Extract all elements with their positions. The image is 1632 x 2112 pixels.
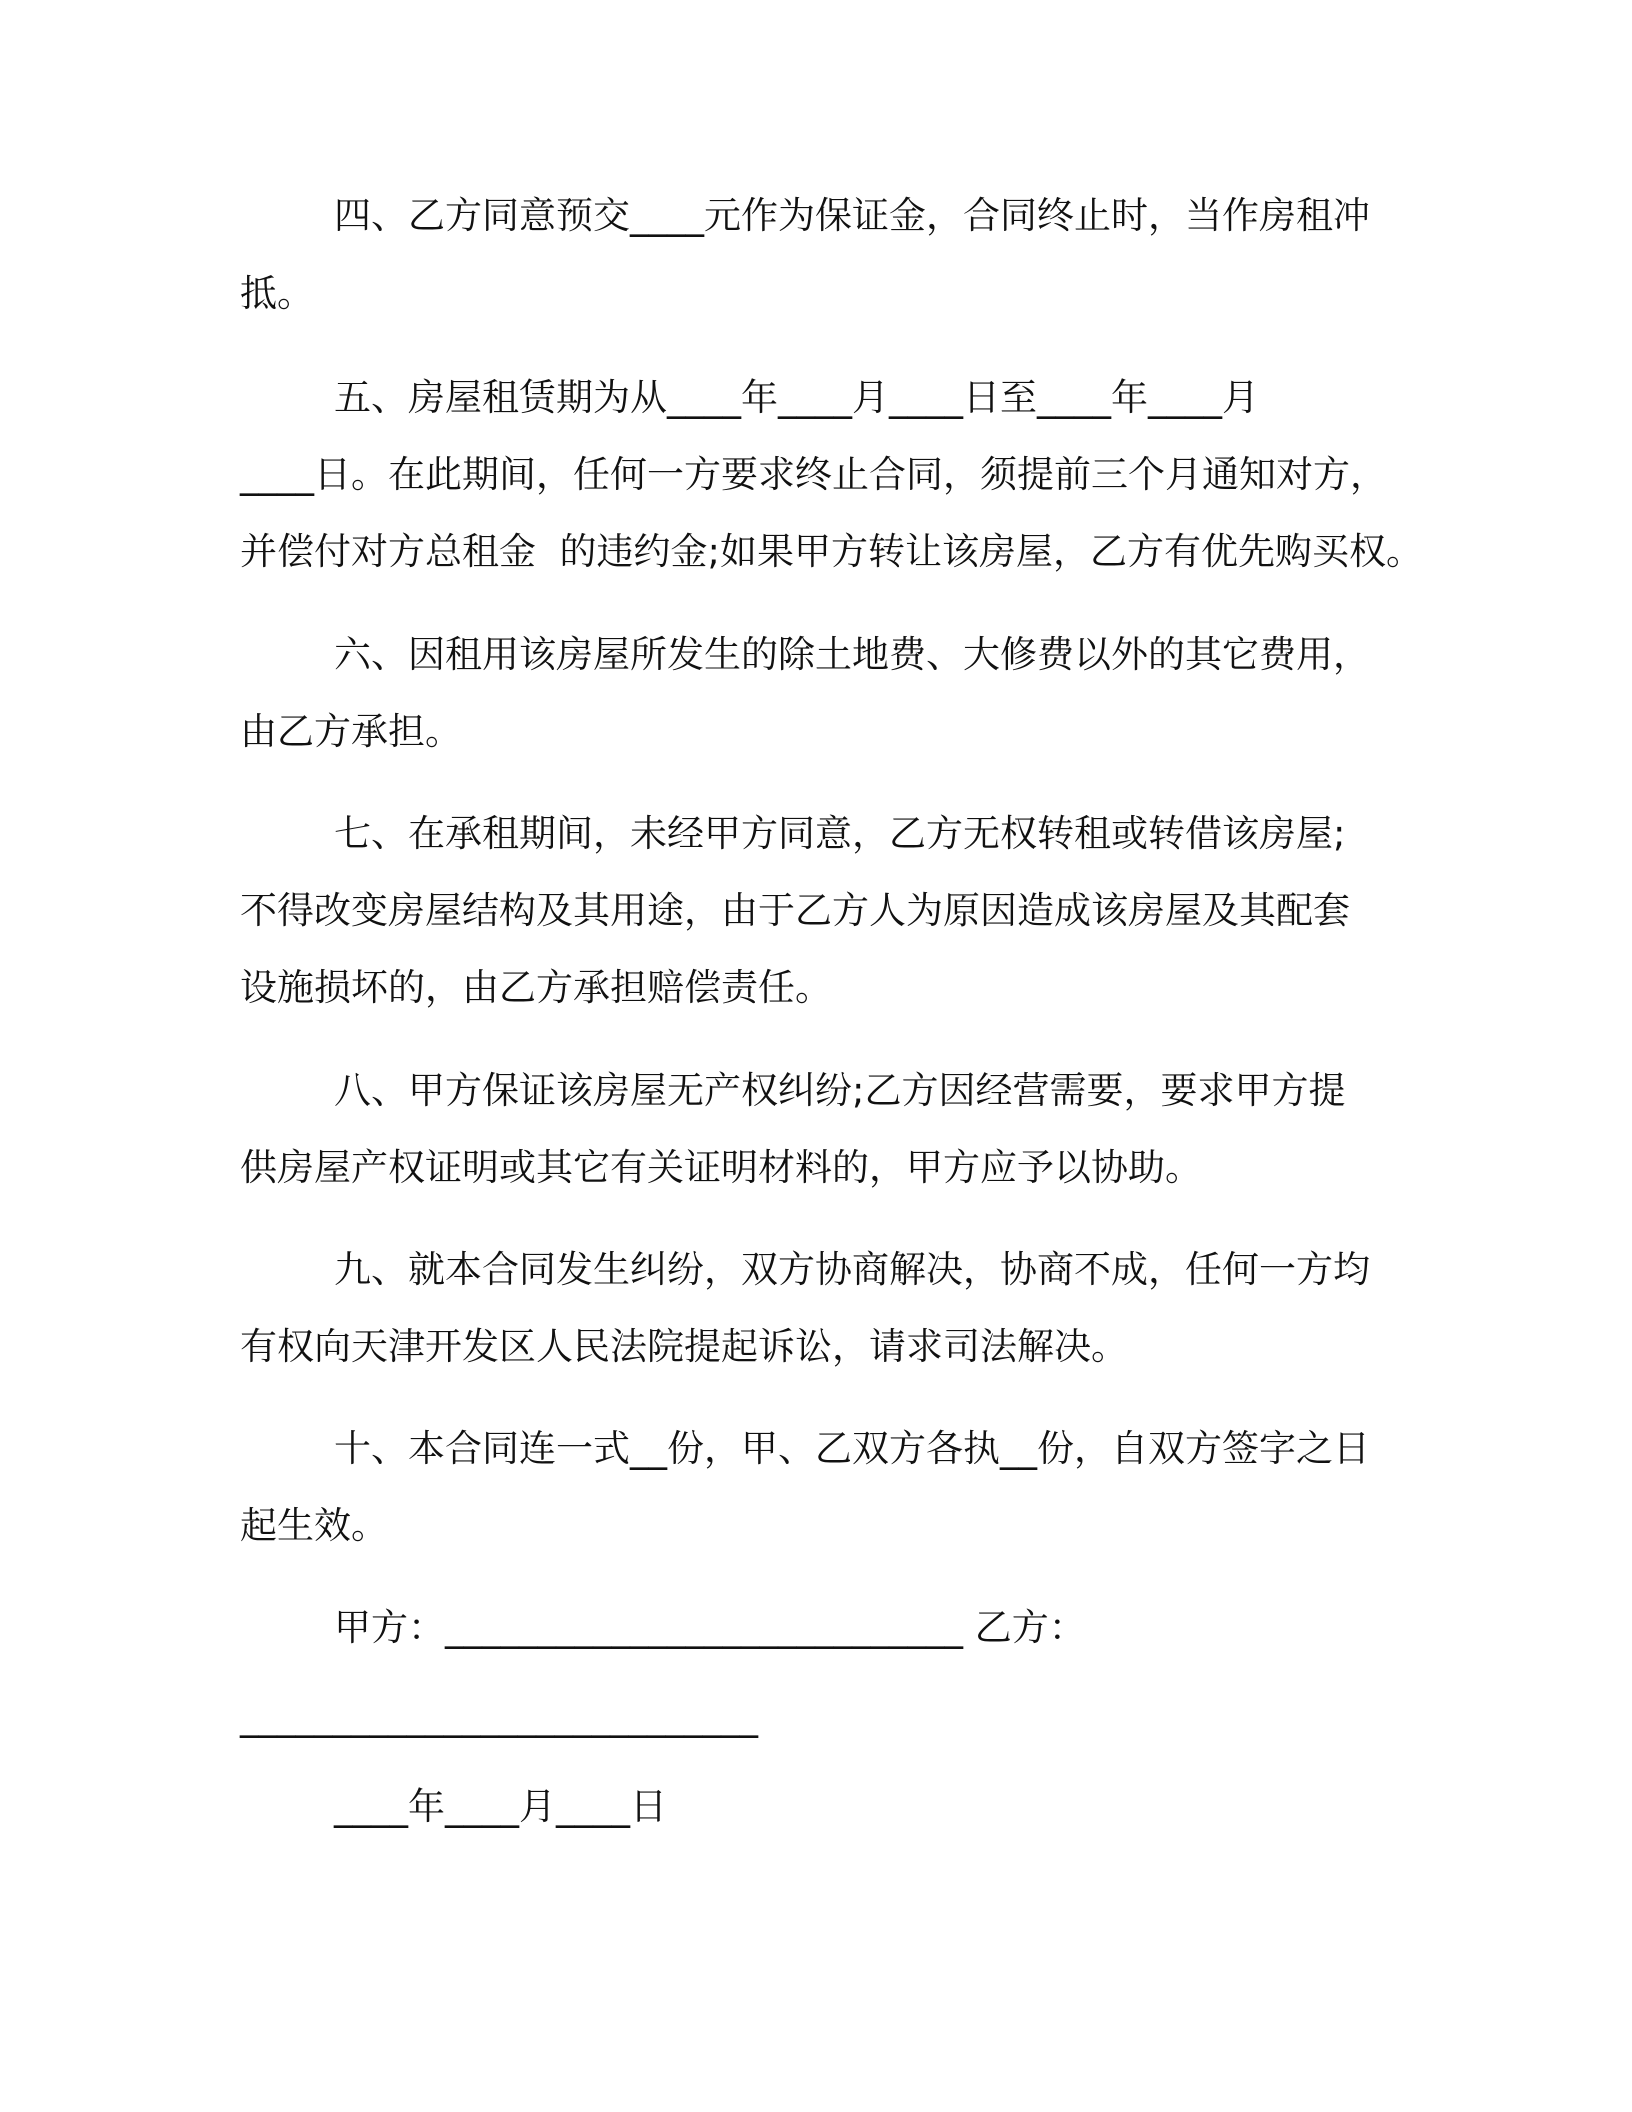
clause-line: ____日。在此期间，任何一方要求终止合同，须提前三个月通知对方， — [240, 453, 1387, 496]
clause-line: 并偿付对方总租金 的违约金;如果甲方转让该房屋，乙方有优先购买权。 — [240, 530, 1423, 573]
clause-line: 有权向天津开发区人民法院提起诉讼，请求司法解决。 — [240, 1325, 1128, 1368]
clause-line: 十、本合同连一式__份，甲、乙双方各执__份，自双方签字之日 — [334, 1427, 1370, 1470]
clause-line: 由乙方承担。 — [240, 710, 462, 753]
clause-line: 供房屋产权证明或其它有关证明材料的，甲方应予以协助。 — [240, 1146, 1202, 1189]
signature-date: ____年____月____日 — [334, 1785, 667, 1828]
clause-line: 九、就本合同发生纠纷，双方协商解决，协商不成，任何一方均 — [334, 1248, 1370, 1291]
party-b-signature-line: ____________________________ — [240, 1695, 758, 1738]
clause-line: 四、乙方同意预交____元作为保证金，合同终止时，当作房租冲 — [334, 194, 1370, 237]
clause-line: 七、在承租期间，未经甲方同意，乙方无权转租或转借该房屋; — [334, 812, 1346, 855]
party-signature-line: 甲方：____________________________ 乙方： — [334, 1606, 1086, 1649]
clause-line: 起生效。 — [240, 1504, 388, 1547]
clause-line: 八、甲方保证该房屋无产权纠纷;乙方因经营需要，要求甲方提 — [334, 1069, 1346, 1112]
clause-line: 设施损坏的，由乙方承担赔偿责任。 — [240, 966, 832, 1009]
clause-line: 六、因租用该房屋所发生的除土地费、大修费以外的其它费用， — [334, 633, 1370, 676]
clause-line: 不得改变房屋结构及其用途，由于乙方人为原因造成该房屋及其配套 — [240, 889, 1350, 932]
clause-line: 抵。 — [240, 272, 314, 315]
clause-line: 五、房屋租赁期为从____年____月____日至____年____月 — [334, 376, 1259, 419]
